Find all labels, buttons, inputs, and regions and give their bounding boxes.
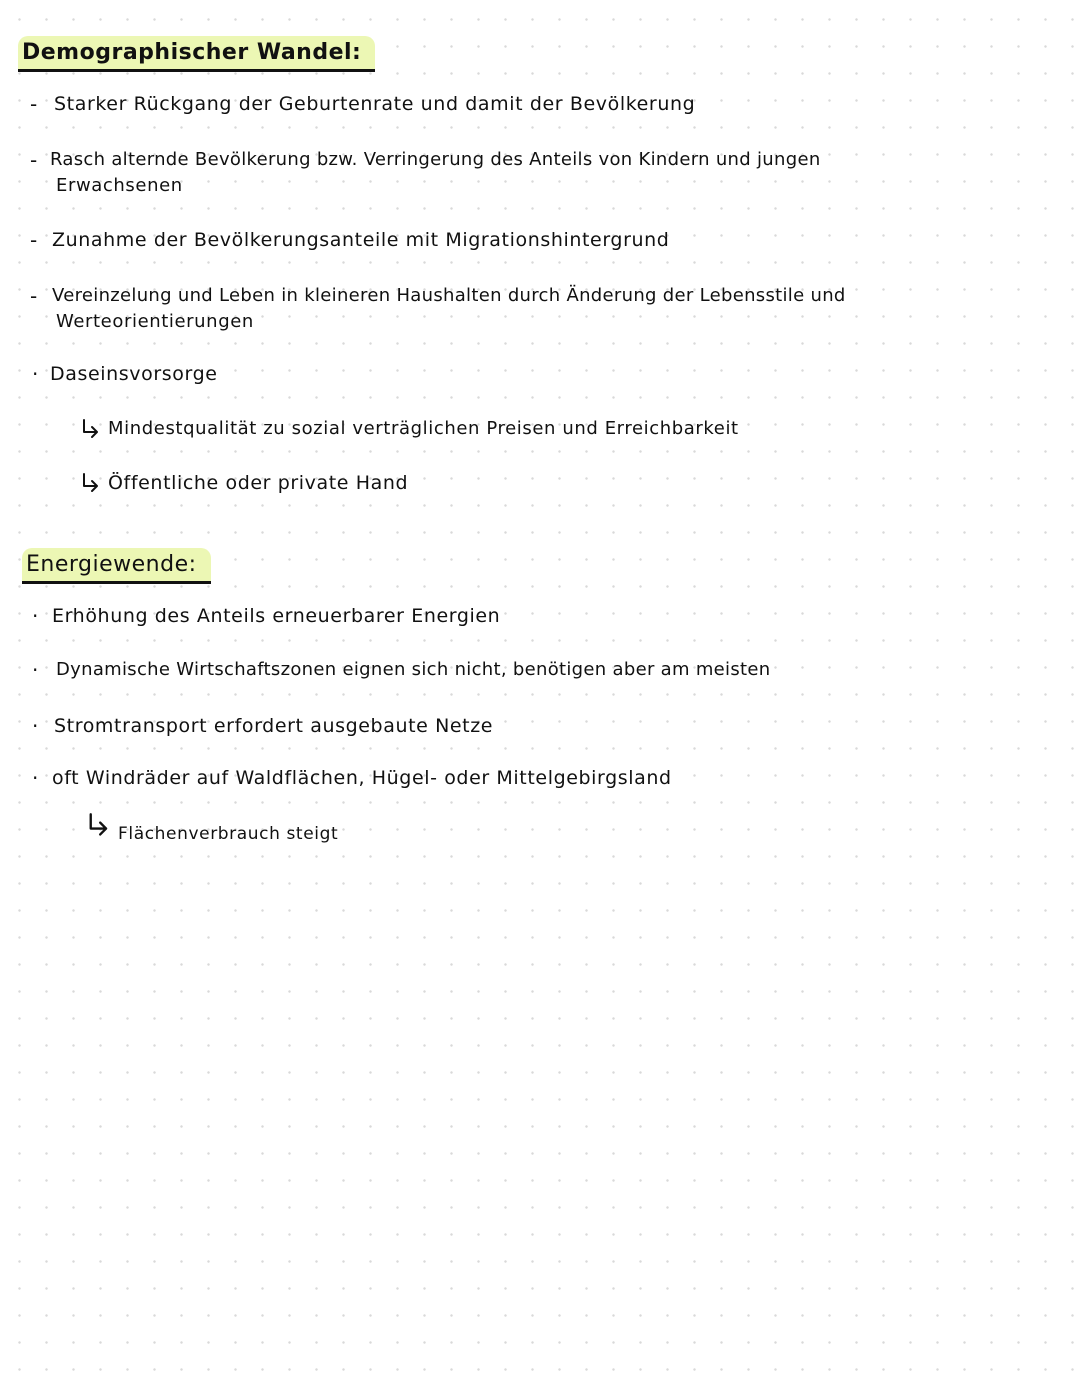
bullet-marker: - [30, 228, 38, 252]
bullet-text-continuation: Werteorientierungen [56, 311, 254, 332]
bullet-marker: - [30, 284, 38, 308]
bullet-text: Stromtransport erfordert ausgebaute Netze [54, 715, 494, 737]
bullet-text: Vereinzelung und Leben in kleineren Haushalten durch Änderung der Lebensstile und [52, 285, 846, 306]
bullet-text-continuation: Erwachsenen [56, 175, 183, 196]
sub-point-text: Öffentliche oder private Hand [108, 472, 409, 494]
daseinsvorsorge-title: Daseinsvorsorge [50, 363, 218, 385]
bullet-text: Erhöhung des Anteils erneuerbarer Energien [52, 605, 501, 627]
bullet-text: Dynamische Wirtschaftszonen eignen sich nicht, benötigen aber am meisten [56, 659, 771, 680]
dot-bullet-marker: · [32, 714, 39, 738]
bullet-text: Zunahme der Bevölkerungsanteile mit Migrationshintergrund [52, 229, 670, 251]
sub-arrow-icon [86, 812, 112, 838]
sub-point-text: Flächenverbrauch steigt [118, 824, 339, 844]
sub-arrow-icon [80, 472, 102, 494]
bullet-text: Starker Rückgang der Geburtenrate und damit der Bevölkerung [54, 93, 696, 115]
section-heading-energiewende: Energiewende: [22, 548, 211, 584]
dot-bullet-marker: · [32, 604, 39, 628]
bullet-text: Rasch alternde Bevölkerung bzw. Verringerung des Anteils von Kindern und jungen [50, 149, 821, 170]
sub-point-text: Mindestqualität zu sozial verträglichen Preisen und Erreichbarkeit [108, 418, 739, 439]
bullet-marker: - [30, 148, 38, 172]
sub-arrow-icon [80, 418, 102, 440]
dot-bullet-marker: · [32, 766, 39, 790]
dot-bullet-marker: · [32, 658, 39, 682]
bullet-marker: - [30, 92, 38, 116]
dot-bullet-marker: · [32, 362, 39, 386]
section-heading-demographischer-wandel: Demographischer Wandel: [18, 36, 375, 72]
bullet-text: oft Windräder auf Waldflächen, Hügel- oder Mittelgebirgsland [52, 767, 672, 789]
